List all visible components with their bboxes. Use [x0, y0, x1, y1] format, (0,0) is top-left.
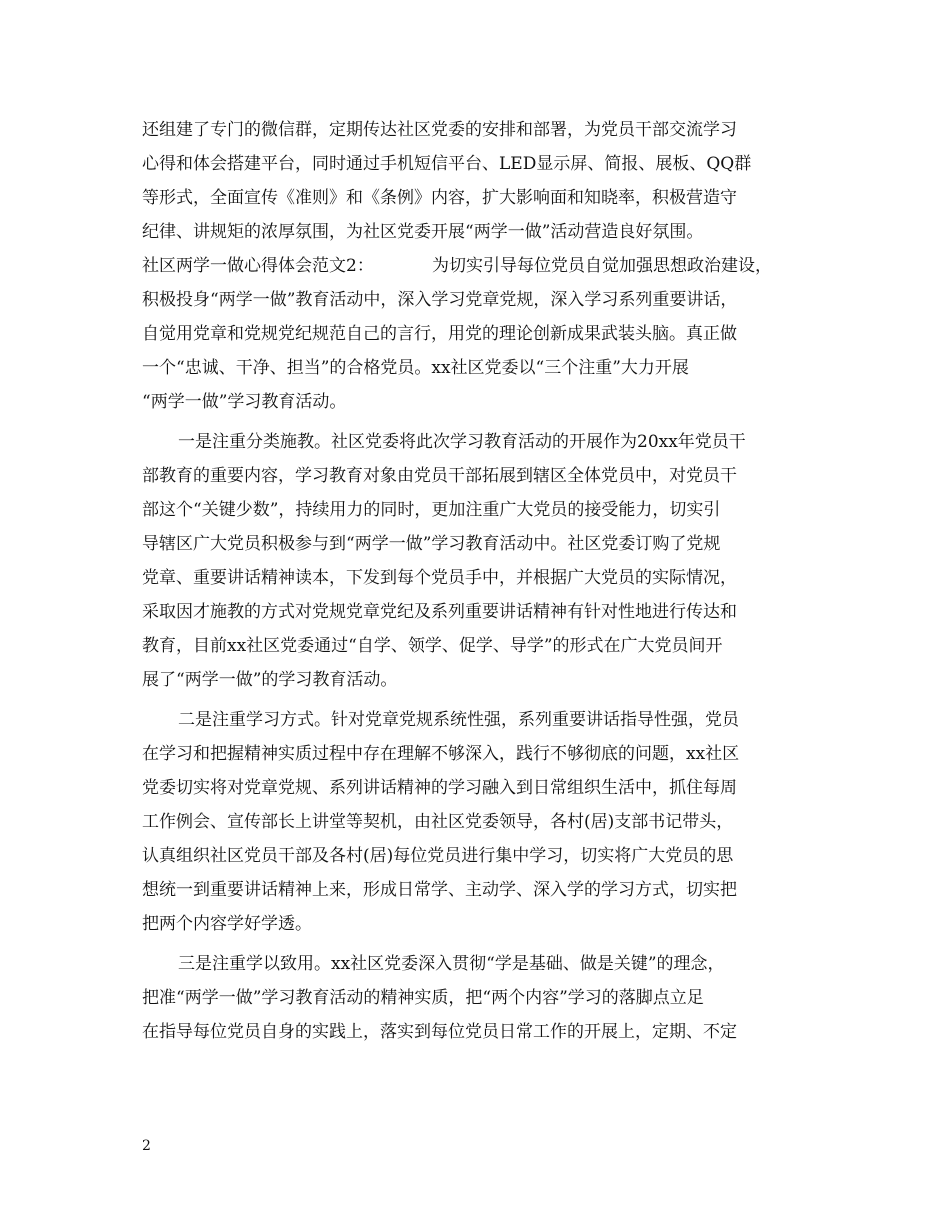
text-line: 在学习和把握精神实质过程中存在理解不够深入，践行不够彻底的问题，xx社区 [142, 744, 740, 764]
text-line: 把两个内容学好学透。 [142, 914, 312, 934]
text-line: 二是注重学习方式。针对党章党规系统性强，系列重要讲话指导性强，党员 [178, 710, 739, 730]
text-line: 还组建了专门的微信群，定期传达社区党委的安排和部署，为党员干部交流学习 [142, 120, 737, 140]
page-number: 2 [142, 1138, 151, 1154]
text-line: 把准“两学一做”学习教育活动的精神实质，把“两个内容”学习的落脚点立足 [142, 988, 704, 1008]
text-line: 纪律、讲规矩的浓厚氛围，为社区党委开展“两学一做”活动营造良好氛围。 [142, 222, 704, 242]
text-line: 积极投身“两学一做”教育活动中，深入学习党章党规，深入学习系列重要讲话， [142, 290, 738, 310]
text-line: 部这个“关键少数”，持续用力的同时，更加注重广大党员的接受能力，切实引 [142, 500, 721, 520]
paragraph-heading [142, 249, 812, 419]
text-line: 展了“两学一做”的学习教育活动。 [142, 670, 398, 690]
text-line: 部教育的重要内容，学习教育对象由党员干部拓展到辖区全体党员中，对党员干 [142, 466, 737, 486]
paragraph-three [142, 947, 812, 1049]
text-line: 一是注重分类施教。社区党委将此次学习教育活动的开展作为20xx年党员干 [178, 432, 746, 452]
text-line: 一个“忠诚、干净、担当”的合格党员。xx社区党委以“三个注重”大力开展 [142, 358, 689, 378]
paragraph-two [142, 703, 812, 941]
text-line: 工作例会、宣传部长上讲堂等契机，由社区党委领导，各村(居)支部书记带头， [142, 812, 734, 832]
text-line: 教育，目前xx社区党委通过“自学、领学、促学、导学”的形式在广大党员间开 [142, 636, 723, 656]
text-line: 想统一到重要讲话精神上来，形成日常学、主动学、深入学的学习方式，切实把 [142, 880, 737, 900]
text-line: 认真组织社区党员干部及各村(居)每位党员进行集中学习，切实将广大党员的思 [142, 846, 734, 866]
paragraph-intro [142, 113, 812, 249]
paragraph-one [142, 425, 812, 697]
text-line: 三是注重学以致用。xx社区党委深入贯彻“学是基础、做是关键”的理念， [178, 954, 725, 974]
text-line: 在指导每位党员自身的实践上，落实到每位党员日常工作的开展上，定期、不定 [142, 1022, 737, 1042]
section-heading-label: 社区两学一做心得体会范文2： [142, 256, 374, 276]
text-line: 自觉用党章和党规党纪规范自己的言行，用党的理论创新成果武装头脑。真正做 [142, 324, 737, 344]
text-line: 导辖区广大党员积极参与到“两学一做”学习教育活动中。社区党委订购了党规 [142, 534, 721, 554]
text-line: 采取因才施教的方式对党规党章党纪及系列重要讲话精神有针对性地进行传达和 [142, 602, 737, 622]
text-line: 等形式，全面宣传《准则》和《条例》内容，扩大影响面和知晓率，积极营造守 [142, 188, 737, 208]
text-line: 党委切实将对党章党规、系列讲话精神的学习融入到日常组织生活中，抓住每周 [142, 778, 737, 798]
text-line: 心得和体会搭建平台，同时通过手机短信平台、LED显示屏、简报、展板、QQ群 [142, 154, 752, 174]
document-body [142, 113, 812, 1049]
section-heading-text: 为切实引导每位党员自觉加强思想政治建设， [432, 256, 772, 276]
section-heading-line [142, 249, 812, 283]
text-line: 党章、重要讲话精神读本，下发到每个党员手中，并根据广大党员的实际情况， [142, 568, 737, 588]
text-line: “两学一做”学习教育活动。 [142, 392, 347, 412]
